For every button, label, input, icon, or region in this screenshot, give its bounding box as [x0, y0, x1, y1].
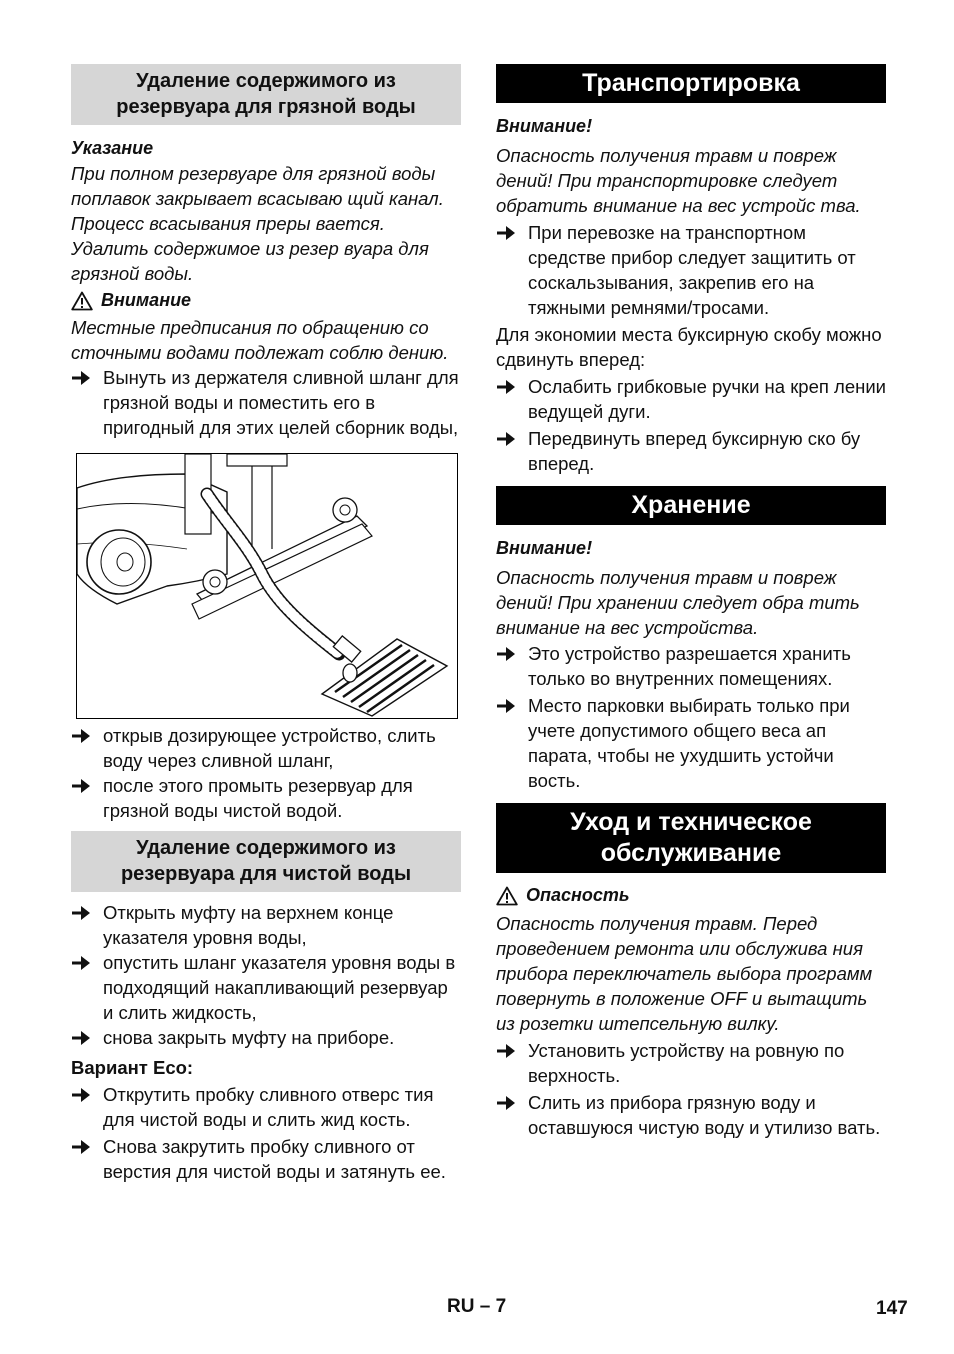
- arrow-right-icon: [71, 726, 91, 746]
- arrow-right-icon: [71, 368, 91, 388]
- arrow-right-icon: [71, 953, 91, 973]
- left-column: [71, 64, 461, 1184]
- step-text: Передвинуть вперед буксирную ско бу вперед.: [528, 428, 861, 474]
- danger-heading: [496, 883, 886, 908]
- step-text: после этого промыть резервуар для грязной воды чистой водой.: [103, 775, 413, 821]
- arrow-right-icon: [71, 1085, 91, 1105]
- step-text: Место парковки выбирать только при учете допустимого общего веса ап парата, чтобы не ухудшить устойчи вость.: [528, 695, 850, 791]
- section-title-care: Уход и техническое обслуживание: [496, 803, 886, 873]
- arrow-right-icon: [496, 696, 516, 716]
- list-item: [71, 365, 461, 440]
- storage-caution-label: Внимание!: [496, 538, 593, 558]
- note-label: Указание: [71, 138, 154, 158]
- list-item: [496, 374, 886, 424]
- list-item: [71, 723, 461, 773]
- list-item: [496, 426, 886, 476]
- arrow-right-icon: [496, 1041, 516, 1061]
- list-item: [71, 900, 461, 950]
- section-title-dirty-water: Удаление содержимого из резервуара для грязной воды: [71, 64, 461, 125]
- list-item: [71, 1025, 461, 1050]
- warning-triangle-icon: [496, 886, 518, 906]
- step-text: Вынуть из держателя сливной шланг для грязной воды и поместить его в пригодный для этих целей сборник воды,: [103, 367, 459, 438]
- page-number: 147: [876, 1298, 908, 1319]
- transport-paragraph: Для экономии места буксирную скобу можно сдвинуть вперед:: [496, 324, 882, 370]
- step-text: Снова закрутить пробку сливного от верстия для чистой воды и затянуть ее.: [103, 1136, 446, 1182]
- arrow-right-icon: [71, 903, 91, 923]
- machine-drain-hose-illustration: [76, 453, 458, 719]
- danger-text: Опасность получения травм. Перед проведением ремонта или обслужива ния прибора переключатель выбора программ повернуть в положение OFF и вытащить из розетки штепсельную вилку.: [496, 913, 873, 1034]
- list-item: [496, 1090, 886, 1140]
- step-text: Ослабить грибковые ручки на креп лении ведущей дуги.: [528, 376, 886, 422]
- caution-text: Местные предписания по обращению со сточными водами подлежат соблю дению.: [71, 317, 449, 363]
- section-title-clean-water: Удаление содержимого из резервуара для чистой воды: [71, 831, 461, 892]
- arrow-right-icon: [496, 1093, 516, 1113]
- arrow-right-icon: [496, 644, 516, 664]
- arrow-right-icon: [496, 429, 516, 449]
- arrow-right-icon: [71, 1137, 91, 1157]
- arrow-right-icon: [496, 223, 516, 243]
- list-item: [496, 220, 886, 320]
- right-column: [496, 64, 886, 1140]
- step-text: Это устройство разрешается хранить только во внутренних помещениях.: [528, 643, 851, 689]
- note-text: При полном резервуаре для грязной воды поплавок закрывает всасываю щий канал. Процесс всасывания преры вается. Удалить содержимое из резер вуара для грязной воды.: [71, 163, 444, 284]
- caution-label: Внимание: [101, 290, 192, 310]
- list-item: [71, 1082, 461, 1132]
- list-item: [496, 693, 886, 793]
- caution-heading: [71, 288, 461, 313]
- step-text: Установить устройству на ровную по верхность.: [528, 1040, 845, 1086]
- section-title-storage: Хранение: [496, 486, 886, 525]
- step-text: снова закрыть муфту на приборе.: [103, 1027, 395, 1048]
- storage-caution-text: Опасность получения травм и повреж дений! При хранении следует обра тить внимание на вес устройства.: [496, 567, 860, 638]
- transport-caution-text: Опасность получения травм и повреж дений! При транспортировке следует обратить внимание на вес устройс тва.: [496, 145, 861, 216]
- step-text: Слить из прибора грязную воду и оставшуюся чистую воду и утилизо вать.: [528, 1092, 881, 1138]
- step-text: Открутить пробку сливного отверс тия для чистой воды и слить жид кость.: [103, 1084, 434, 1130]
- transport-caution-label: Внимание!: [496, 116, 593, 136]
- step-text: открыв дозирующее устройство, слить воду через сливной шланг,: [103, 725, 436, 771]
- step-text: Открыть муфту на верхнем конце указателя уровня воды,: [103, 902, 394, 948]
- footer-language-page: RU – 7: [447, 1296, 507, 1317]
- step-text: При перевозке на транспортном средстве прибор следует защитить от соскальзывания, закрепив его на тяжными ремнями/тросами.: [528, 222, 856, 318]
- list-item: [71, 1134, 461, 1184]
- variant-eco-label: Вариант Eco:: [71, 1057, 194, 1078]
- list-item: [496, 1038, 886, 1088]
- list-item: [71, 950, 461, 1025]
- warning-triangle-icon: [71, 291, 93, 311]
- arrow-right-icon: [496, 377, 516, 397]
- arrow-right-icon: [71, 776, 91, 796]
- list-item: [496, 641, 886, 691]
- arrow-right-icon: [71, 1028, 91, 1048]
- step-text: опустить шланг указателя уровня воды в подходящий накапливающий резервуар и слить жидкость,: [103, 952, 456, 1023]
- drain-hose-drawing: [77, 454, 457, 718]
- list-item: [71, 773, 461, 823]
- section-title-transport: Транспортировка: [496, 64, 886, 103]
- danger-label: Опасность: [526, 885, 630, 905]
